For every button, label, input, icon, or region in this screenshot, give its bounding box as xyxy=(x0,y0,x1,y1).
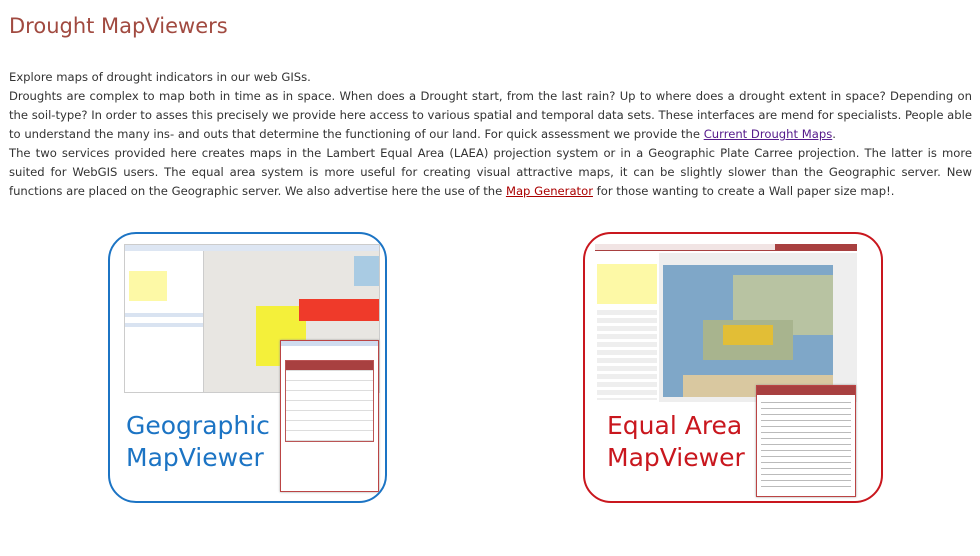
intro-paragraph-drought xyxy=(9,87,972,144)
geographic-mapviewer-link[interactable] xyxy=(108,232,387,503)
page-title: Drought MapViewers xyxy=(9,14,228,38)
equal-area-mapviewer-link[interactable] xyxy=(583,232,883,503)
card-title-line1: Geographic xyxy=(126,411,270,440)
card-title-line2: MapViewer xyxy=(607,443,745,472)
map-generator-link[interactable]: Map Generator xyxy=(505,184,593,198)
current-drought-maps-link[interactable]: Current Drought Maps xyxy=(703,127,833,141)
paragraph-text: . xyxy=(832,127,836,141)
combined-drought-indicator-popup-preview xyxy=(756,385,856,497)
equal-area-viewer-screenshot xyxy=(595,244,857,402)
card-title-line1: Equal Area xyxy=(607,411,743,440)
paragraph-text: for those wanting to create a Wall paper size map!. xyxy=(592,184,895,198)
intro-text xyxy=(9,68,972,201)
card-title-line2: MapViewer xyxy=(126,443,264,472)
paragraph-text: The two services provided here creates maps in the Lambert Equal Area (LAEA) projection system or in a Geographic Plate Carree projection. The latter is more suited for WebGIS users. The equal area system is more useful for creating visual attractive maps, it can be slightly slower than the Geographic server. New functions are placed on the Geographic server. We also advertise here the use of the xyxy=(9,146,972,198)
intro-paragraph-services xyxy=(9,144,972,201)
paragraph-text: Droughts are complex to map both in time as in space. When does a Drought start, from the last rain? Up to where does a drought extent in space? Depending on the soil-type? In order to asses this precisely we provide here access to various spatial and temporal data sets. These interfaces are mend for specialists. People able to understand the many ins- and outs that determine the functioning of our land. For quick assessment we provide the xyxy=(9,89,972,141)
identify-popup-preview xyxy=(280,340,379,492)
intro-line: Explore maps of drought indicators in our web GISs. xyxy=(9,70,311,84)
